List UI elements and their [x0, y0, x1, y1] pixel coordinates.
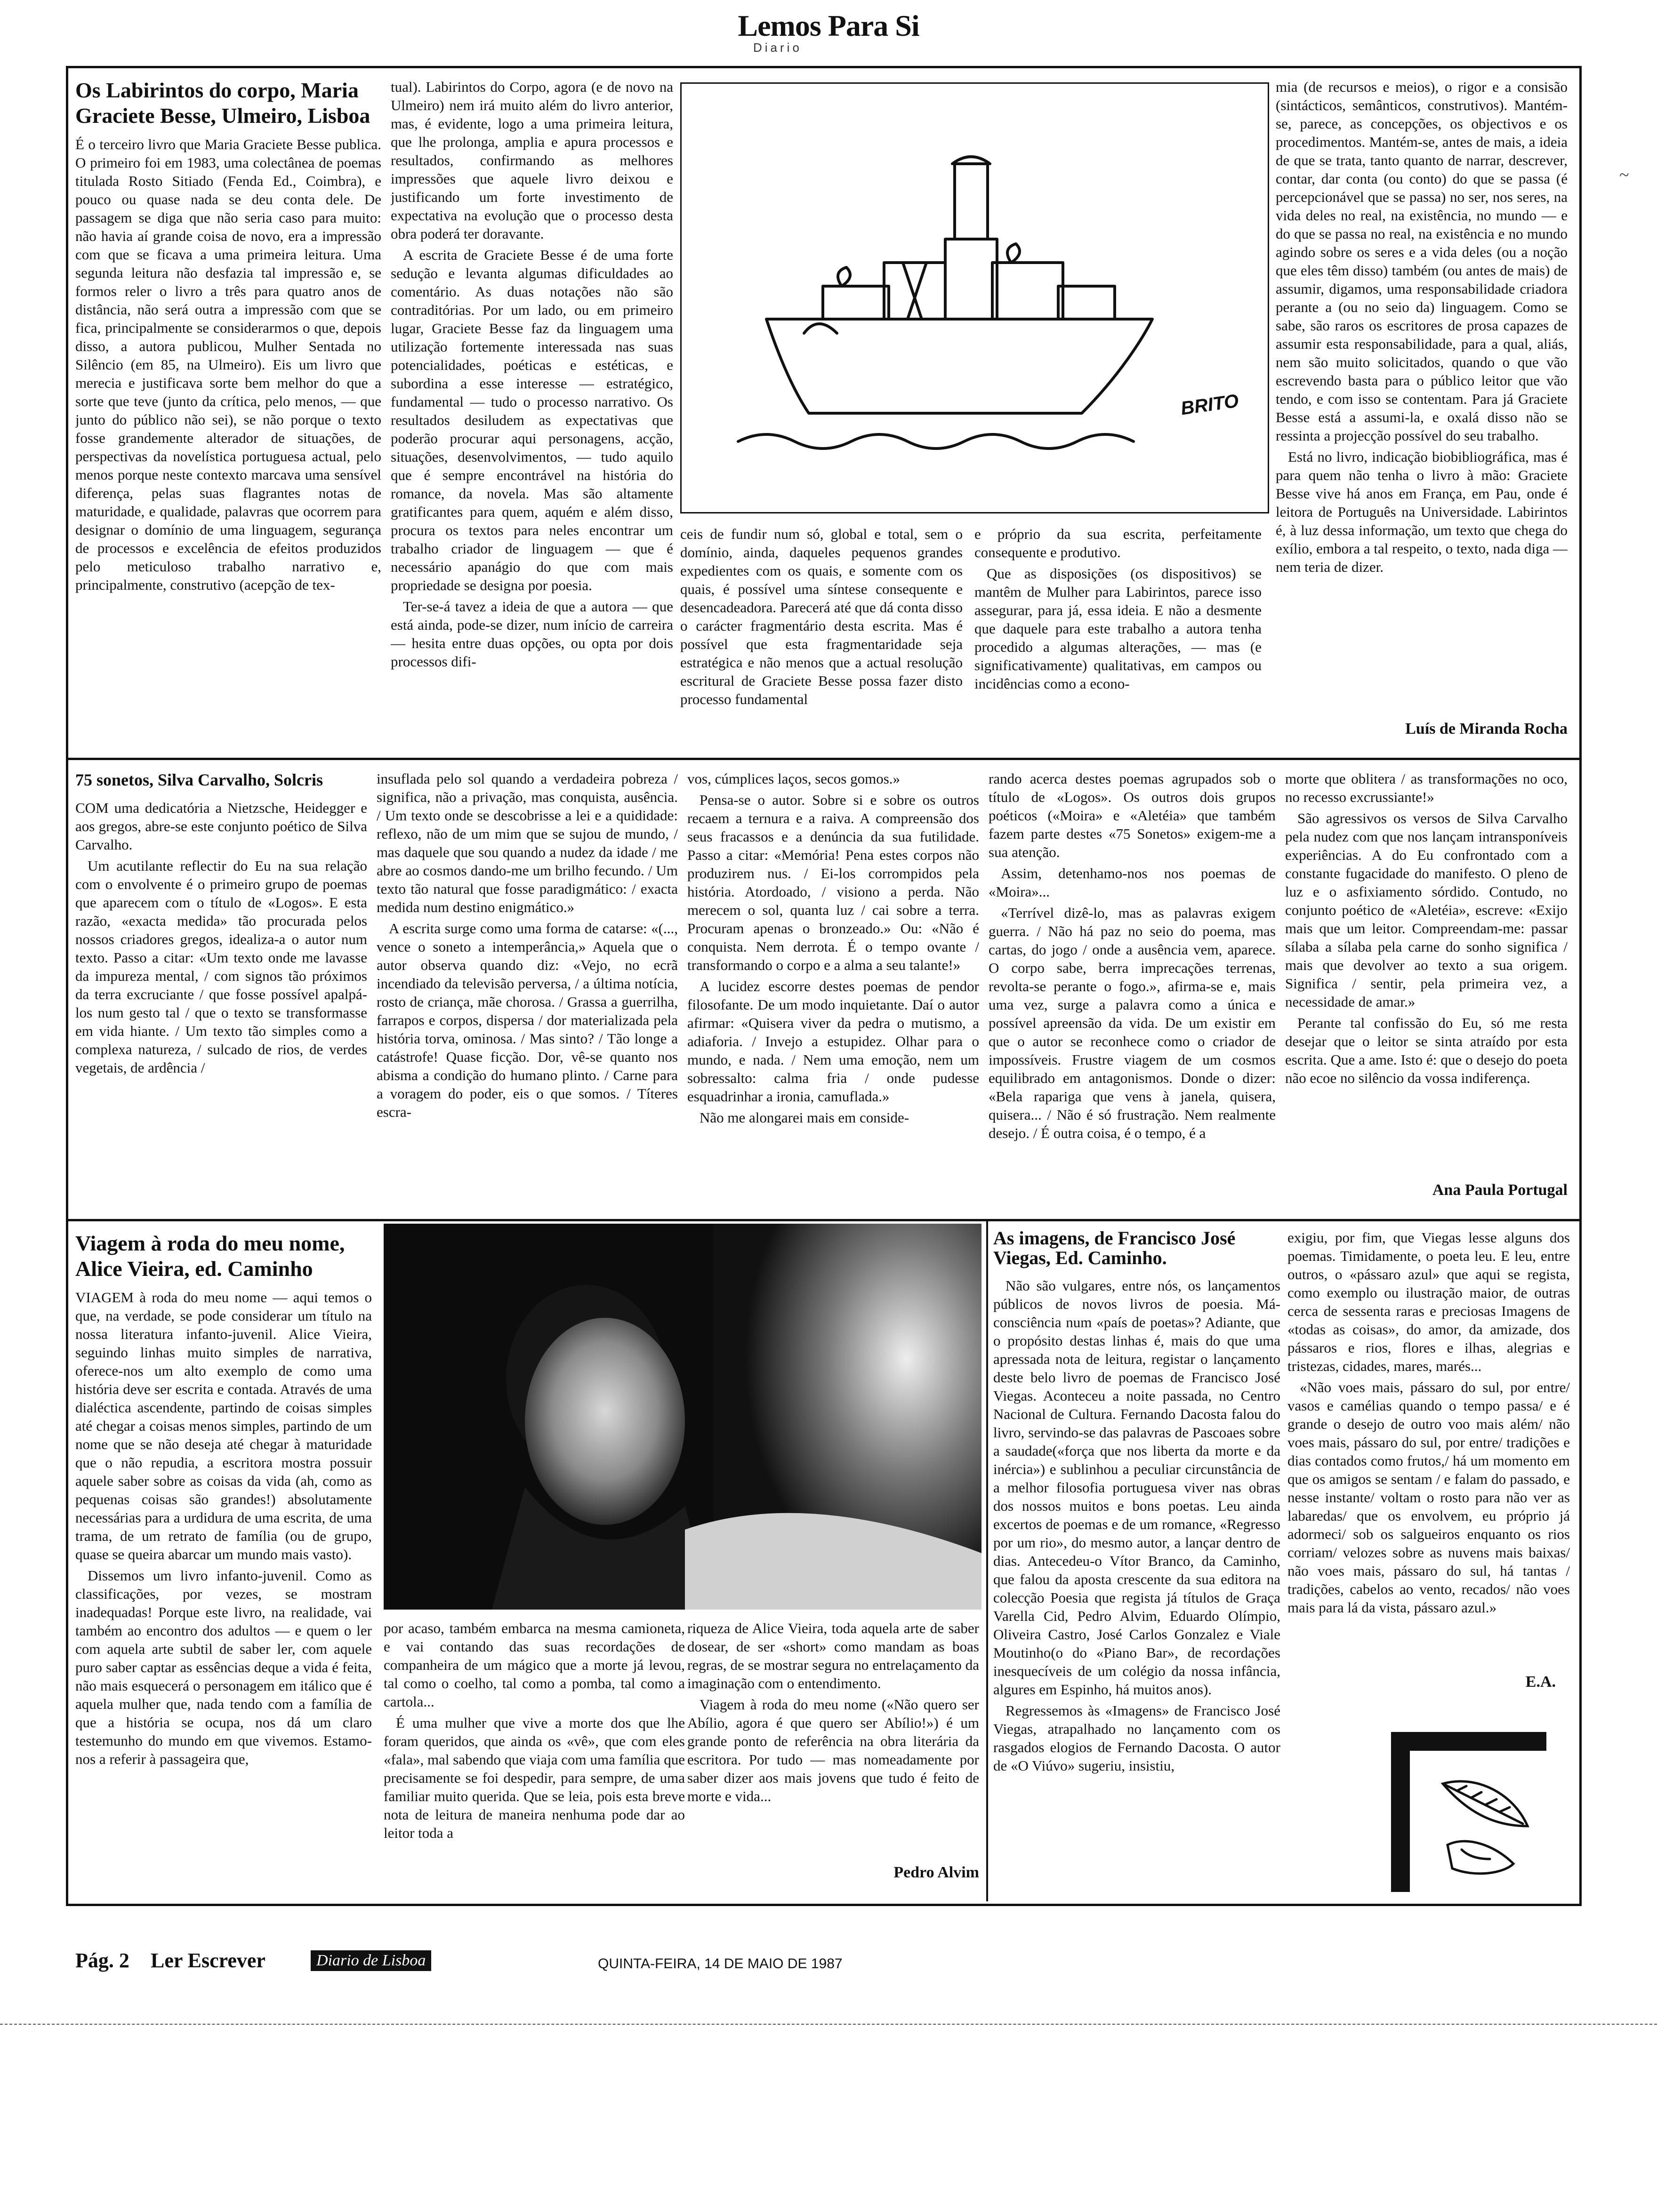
article1-col5	[1276, 78, 1568, 718]
article1-byline: Luís de Miranda Rocha	[1405, 720, 1568, 737]
article1-para: É o terceiro livro que Maria Graciete Besse publica. O primeiro foi em 1983, uma colectânea de poemas titulada Rosto Sitiado (Fenda Ed., Coimbra), e pouco ou quase nada se deu conta dele. De passagem se diga que não seria caso para muito: não havia aí grande coisa de novo, era a impressão com que se ficava a uma primeira leitura. Uma segunda leitura não desfazia tal impressão e, se formos reler o livro a três para quatro anos de distância, não será outra a impressão com que se fica, principalmente se considerarmos o que, depois disso, a autora publicou, Mulher Sentada no Silêncio (em 85, na Ulmeiro). Eis um livro que merecia e justificava sorte bem melhor do que a sorte que teve (junto da crítica, pelo menos, — que junto do público não sei), se não porque o texto fosse grandemente alterador de situações, de perspectivas da novelística portuguesa actual, pelo menos porque neste contexto marcava uma sensível diferença, pelas suas flagrantes notas de maturidade, e qualidade, palavras que ocorrem para designar o domínio de uma linguagem, segurança de processos e excelência de efeitos produzidos pelo meticuloso trabalho narrativo e, principalmente, construtivo (acepção de tex-	[75, 136, 381, 593]
newspaper-name: Diario de Lisboa	[311, 1950, 431, 1971]
article-divider-vertical	[986, 1221, 988, 1901]
article2-para: Um acutilante reflectir do Eu na sua relação com o envolvente é o primeiro grupo de poemas que aparecem com o título de «Logos». E esta razão, «exacta medida» tão procurada pelos nossos criadores gregos, idealiza-a o autor num texto. Passo a citar: «Um texto onde me lavasse da impureza mental, / com signos tão próximos da terra excruciante / que fosse possível apalpá-los num gesto tal / que o texto se transformasse em vida hiante. / Um texto tão simples como a complexa natureza, / sulcado de rios, de verdes vegetais, de ardência /	[75, 858, 367, 1076]
article4-para: «Não voes mais, pássaro do sul, por entre/ vasos e camélias quando o tempo passa/ e é grande o desejo de outro voo mais além/ não voes mais, pássaro do sul, por entre/ tradições e dias contados como frutos,/ há um momento em que os amigos se sentam / e falam do passado, e nesse instante/ voltam o rosto para não ver as labaredas/ que os envolvem, eu próprio já adormeci/ sob os salgueiros enquanto os rios corriam/ velozes sobre as nuvens mais baixas/ não voes mais, pássaro do sul, há tantas / tradições, cabelos ao vento, recados/ não voes mais para lá da vista, pássaro azul.»	[1287, 1379, 1570, 1616]
article2-para: Pensa-se o autor. Sobre si e sobre os outros recaem a ternura e a raiva. A compreensão dos seus fracassos e a denúncia da sua futilidade. Passo a citar: «Memória! Pena estes corpos não produzirem nus. / Ei-los corrompidos pela história. Atordoado, / visiono a perda. Não merecem o sol, quanta luz / cai sobre a terra. Procuram apenas o bronzeado.» Ou: «Não é conquista. Nem derrota. É o tempo ovante / transformando o corpo e a alma a seu talante!»	[687, 792, 979, 973]
article2-col3	[687, 769, 979, 1212]
quill-illustration	[1391, 1732, 1546, 1892]
article3-para: por acaso, também embarca na mesma camioneta, e vai contando das suas recordações de companheira de um mágico que a morte já levou, tal como o coelho, tal como a pomba, tal como a cartola...	[384, 1620, 685, 1710]
page-footer	[75, 1948, 1582, 1986]
divider-2	[66, 1219, 1579, 1221]
article1-para: mia (de recursos e meios), o rigor e a consisão (sintácticos, semânticos, construtivos). Mantém-se, parece, as concepções, os objectivos e os procedimentos. Mantém-se, antes de mais, a ideia de que se trata, tanto quanto de narrar, descrever, contar, dar conta (ou conto) do que se passa (é percepcionável que se passa) no ser, nos seres, na vida deles no real, na existência, no mundo — e do que se passa no real, na existência e no mundo agindo sobre os seres e a vida deles (ou a noção que eles têm disso) também (ou antes de mais) de assumir, digamos, uma responsabilidade criadora perante a (ou no seio da) linguagem. Como se sabe, são raros os escritores de prosa capazes de assumir esta responsabilidade, para a qual, aliás, nem são muito solicitados, quando o que vão escrevendo basta para o público leitor que vão tendo, e com isso se contentam. Para já Graciete Besse está a assumi-la, e oxalá disso não se ressinta a projecção possível do seu trabalho.	[1276, 79, 1568, 444]
page-header	[0, 0, 1657, 55]
article2-headline: 75 sonetos, Silva Carvalho, Solcris	[75, 770, 323, 789]
article1-para: ceis de fundir num só, global e total, sem o domínio, ainda, daqueles pequenos grandes expedientes com os quais, e somente com os quais, é possível uma síntese consequente e desencadeadora. Parecerá até que dá conta disso o carácter fragmentário desta escrita. Mas é possível que esta fragmentaridade seja estratégica e não menos que a actual resolução escritural de Graciete Besse possa fazer disto processo fundamental	[680, 526, 963, 707]
section-title: Lemos Para Si	[738, 9, 919, 42]
article2-byline: Ana Paula Portugal	[1432, 1181, 1568, 1199]
article3-para: riqueza de Alice Vieira, toda aquela arte de saber dosear, de ser «short» como mandam as boas regras, de se mostrar segura no entrelaçamento da imaginação com o entendimento.	[687, 1620, 979, 1691]
article1-col4	[974, 525, 1262, 751]
article2-para: «Terrível dizê-lo, mas as palavras exigem guerra. / Não há paz no seio do poema, mas cartas, do jogo / onde a ausência vem, aparece. O corpo sabe, berra imprecações terrenas, revolta-se perante o fogo.», afirma-se e, mais uma vez, surge a palavra como a única e possível apreensão da vida. De um existir em que o autor se reconhece como o criador de impossíveis. Frustre viagem de um cosmos equilibrado em antagonismos. Donde o dizer: «Bela rapariga que vens à janela, quisera, quisera... / Não é só frustração. Nem realmente desejo. / É outra coisa, é o tempo, é a	[989, 905, 1276, 1141]
article2-para: Não me alongarei mais em conside-	[700, 1109, 909, 1126]
article1-para: A escrita de Graciete Besse é de uma forte sedução e levanta algumas dificuldades ao comentário. As duas notações não são contraditórias. Por um lado, ou em primeiro lugar, Graciete Besse faz da linguagem uma utilização fortemente interessada nas suas potencialidades, poéticas e estéticas, e subordina a esse interesse — estratégico, fundamental — tudo o processo narrativo. Os resultados desiludem as expectativas que poderão procurar aqui personagens, acção, situações, desenvolvimentos, — tudo aquilo que é sempre encontrável na história do romance, da novela. Mas são altamente gratificantes para quem, aquém e além disso, procura os textos para neles encontrar um trabalho criador de linguagem — que é necessário apanágio do que com mais propriedade se designa por poesia.	[391, 247, 673, 593]
article1-col1	[75, 78, 381, 751]
page-number: Pág. 2	[75, 1949, 129, 1972]
scan-edge-line	[0, 2024, 1657, 2025]
article1-col3	[680, 525, 963, 751]
author-portrait	[384, 1224, 981, 1610]
article4-byline: E.A.	[1525, 1673, 1556, 1691]
article4-para: exigiu, por fim, que Viegas lesse alguns dos poemas. Timidamente, o poeta leu. E leu, entre outros, o «pássaro azul» que aqui se regista, como exemplo ou ilustração maior, de outras cerca de sessenta raras e preciosas Imagens de «todas as coisas», do amor, da amizade, dos pássaros e rios, flores e ilhas, alegrias e tristezas, cidades, mares, marés...	[1287, 1229, 1570, 1374]
article3-para: Viagem à roda do meu nome («Não quero ser Abílio, agora é que quero ser Abílio!») é um grande ponto de referência na obra literária da escritora. Por tudo — mas nomeadamente por saber dizer aos mais jovens que tudo é feito de morte e vida...	[687, 1696, 979, 1804]
article2-col4	[989, 769, 1276, 1212]
article2-para: São agressivos os versos de Silva Carvalho pela nudez com que nos lançam intransponíveis experiências. A do Eu confrontado com a constante fugacidade do manifesto. O pleno de luz e o asfixiamento sórdido. Contudo, no conjunto poético de «Aletéia», escreve: «Exijo mais que um leitor. Compreendam-me: passar sílaba a sílaba pela carne do sonho significa / mais que devolver ao texto a sua origem. Significa / sentir, pela primeira vez, a necessidade de amar.»	[1285, 810, 1568, 1010]
article4-col2	[1287, 1228, 1570, 1666]
article3-byline: Pedro Alvim	[893, 1864, 979, 1881]
issue-date: QUINTA-FEIRA, 14 DE MAIO DE 1987	[598, 1956, 843, 1972]
author-photo	[384, 1224, 981, 1610]
article2-col2	[377, 769, 678, 1212]
section-name: Ler Escrever	[151, 1949, 265, 1972]
article4-para: Regressemos às «Imagens» de Francisco José Viegas, atrapalhado no lançamento com os rasgados elogios de Fernando Dacosta. O autor de «O Viúvo» sugeriu, insistiu,	[993, 1702, 1280, 1774]
boat-drawing	[682, 84, 1268, 512]
article3-para: VIAGEM à roda do meu nome — aqui temos o que, na verdade, se pode considerar um título na nossa literatura infanto-juvenil. Alice Vieira, seguindo linhas muito simples de narrativa, oferece-nos um alto exemplo de como uma história deve ser escrita e contada. Através de uma dialéctica ascendente, partindo de coisas simples até chegar a coisas menos simples, partindo de um nome que se não deseja até chegar à maturidade que o não repudia, a escritora mostra possuir aquele saber sobre as coisas da vida (ah, como as pequenas coisas são grandes!) absolutamente necessárias para a urdidura de uma escrita, de uma trama, de um retrato de família (ou de grupo, quase se queira abarcar um mundo mais vasto).	[75, 1289, 372, 1563]
article4-headline: As imagens, de Francisco José Viegas, Ed. Caminho.	[993, 1228, 1236, 1268]
illustration-signature: BRITO	[1179, 390, 1240, 419]
article2-para: vos, cúmplices laços, secos gomos.»	[687, 770, 901, 787]
article1-col2	[391, 78, 673, 751]
article1-para: Que as disposições (os dispositivos) se mantêm de Mulher para Labirintos, parece isso assegurar, para já, essa ideia. E não a desmente que daquele para este trabalho a autora tenha procedido a algumas alterações, — mas (e significativamente) qualitativas, em campos ou incidências como a econo-	[974, 565, 1262, 692]
margin-mark: ~	[1619, 165, 1629, 185]
article1-para: Ter-se-á tavez a ideia de que a autora — que está ainda, pode-se dizer, num início de carreira — hesita entre duas opções, ou opta por dois processos difi-	[391, 598, 673, 670]
boat-illustration	[680, 82, 1269, 513]
section-subtitle: Diario	[753, 40, 802, 55]
divider-1	[66, 758, 1579, 760]
article2-col1	[75, 769, 367, 1212]
article2-col5	[1285, 769, 1568, 1179]
article1-para: e próprio da sua escrita, perfeitamente consequente e produtivo.	[974, 526, 1262, 561]
article2-para: insuflada pelo sol quando a verdadeira pobreza / significa, não a privação, mas conquista, ausência. / Um texto onde se descobrisse a lei e a quididade: reflexo, não de um mim que se sujou de mundo, / mas daquele que sou quando a nudez da idade / me abre ao cosmos dando-me um brilho fecundo. / Um texto tão natural que fosse paradigmático: / exacta medida num destino enigmático.»	[377, 770, 678, 915]
article1-para: Está no livro, indicação biobibliográfica, mas é para quem não tenha o livro à mão: Graciete Besse vive há anos em França, em Pau, onde é leitora de Português na Universidade. Labirintos é, à luz dessa informação, um texto que chega do exílio, embora a tal respeito, o texto, nada diga — nem teria de dizer.	[1276, 449, 1568, 575]
article2-para: rando acerca destes poemas agrupados sob o título de «Logos». Os outros dois grupos poéticos («Moira» e «Aletéia» que também fazem parte destes «75 Sonetos» exigem-me a sua atenção.	[989, 770, 1276, 860]
article2-para: Assim, detenhamo-nos nos poemas de «Moira»...	[989, 865, 1276, 900]
article1-headline: Os Labirintos do corpo, Maria Graciete Besse, Ulmeiro, Lisboa	[75, 78, 370, 128]
article4-para: Não são vulgares, entre nós, os lançamentos públicos de novos livros de poesia. Má-consciência num «país de poetas»? Adiante, que o propósito destas linhas é, mais do que uma apressada nota de leitura, registar o lançamento deste belo livro de poemas de Francisco José Viegas. Aconteceu a noite passada, no Centro Nacional de Cultura. Fernando Dacosta falou do livro, servindo-se das palavras de Pascoaes sobre a saudade(«força que nos liberta da morte e da inércia») e sublinhou a peculiar circunstância de a melhor filosofia portuguesa viver nas obras dos nossos muitos e bons poetas. Leu ainda excertos de poemas e de um romance, «Regresso por um rio», do mesmo autor, a lançar dentro de dias. Antecedeu-o Vítor Branco, da Caminho, que falou da aposta crescente da sua editora na colecção Poesia que regista já títulos de Graça Varella Cid, Pedro Alvim, Eduardo Olímpio, Oliveira Castro, José Carlos Gonzalez e Viale Moutinho(o do «Piano Bar», de recordações inesquecíveis de um colégio da nossa infância, algures em Espinho, há muitos anos).	[993, 1277, 1280, 1698]
article3-para: É uma mulher que vive a morte dos que lhe foram queridos, que ainda os «vê», que com eles «fala», mal sabendo que viaja com uma família que precisamente se foi despedir, para sempre, de uma familiar muito querida. Que se leia, pois esta breve nota de leitura de maneira nenhuma pode dar ao leitor toda a	[384, 1715, 685, 1841]
article3-col3	[687, 1619, 979, 1859]
article3-para: Dissemos um livro infanto-juvenil. Como as classificações, por vezes, se mostram inadequadas! Porque este livro, na realidade, vai também ao encontro dos adultos — e quem o ler com aquela arte subtil de saber ler, com aquele puro saber captar as essências deque a vida é feita, não mais esquecerá o personagem em itálico que é aquela mulher que, nada tendo com a família de que a história se ocupa, nos dá um claro testemunho do mundo em que vivemos. Estamo-nos a referir à passageira que,	[75, 1567, 372, 1767]
article2-para: A escrita surge como uma forma de catarse: «(..., vence o soneto a intemperância,» Aquela que o autor observa quando diz: «Vejo, no ecrã incendiado da televisão perversa, / a última notícia, rosto de criança, mãe chorosa. / Grassa a guerrilha, farrapos e corpos, dispersa / dor materializada pela história torva, ominosa. / Mas sinto? / Tão longe a catástrofe! Quase ficção. Dor, vê-se quanto nos abisma a condição do humano plinto. / Carne para a voragem do poder, eis o que somos. / Títeres escra-	[377, 920, 678, 1120]
article2-para: morte que oblitera / as transformações no oco, no recesso excrussiante!»	[1285, 770, 1568, 805]
article3-col1	[75, 1231, 372, 1899]
article2-para: COM uma dedicatória a Nietzsche, Heidegger e aos gregos, abre-se este conjunto poético de Silva Carvalho.	[75, 800, 367, 853]
article3-col2	[384, 1619, 685, 1892]
article3-headline: Viagem à roda do meu nome, Alice Vieira, ed. Caminho	[75, 1231, 345, 1281]
article1-para: tual). Labirintos do Corpo, agora (e de novo na Ulmeiro) nem irá muito além do livro anterior, mas, é evidente, logo a uma primeira leitura, que lhe prolonga, amplia e apura processos e resultados, confirmando as melhores impressões que aquele livro deixou e justificando um forte investimento de expectativa na evolução que o processo desta obra poderá ter doravante.	[391, 79, 673, 242]
quill-icon	[1391, 1732, 1546, 1892]
article2-para: A lucidez escorre destes poemas de pendor filosofante. De um modo inquietante. Daí o autor afirmar: «Quisera viver da pedra o mutismo, a adiaforia. / Invejo a estupidez. Olhar para o mundo, e nada. / Nem uma emoção, nem um sobressalto: calma fria / onde pudesse esquadrinhar a ironia, camuflada.»	[687, 978, 979, 1105]
article4-col1	[993, 1228, 1280, 1897]
article2-para: Perante tal confissão do Eu, só me resta desejar que o leitor se sinta atraído por esta escrita. Que a ame. Isto é: que o desejo do poeta não ecoe no silêncio da vossa indiferença.	[1285, 1015, 1568, 1086]
